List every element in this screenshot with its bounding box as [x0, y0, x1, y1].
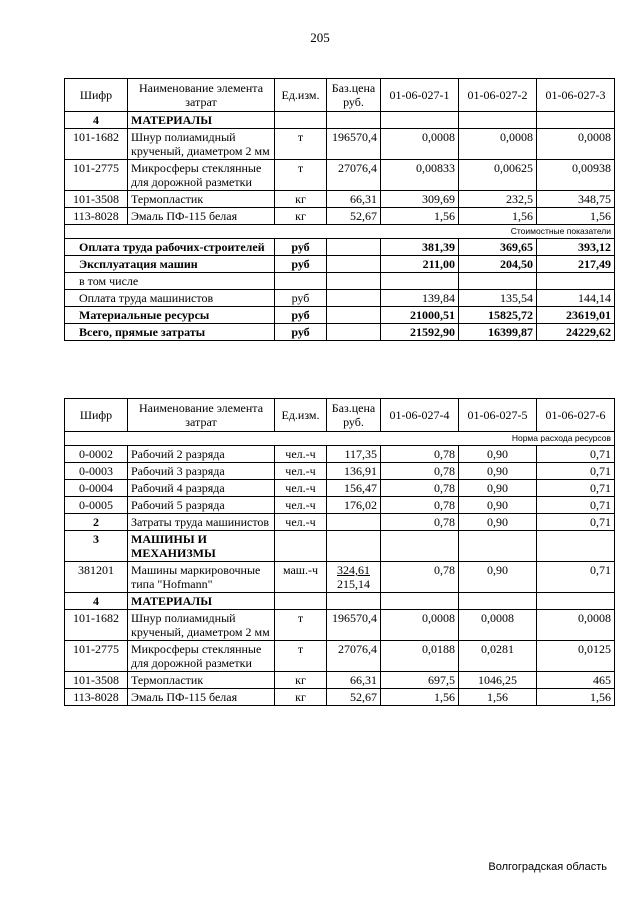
row-value-2: 1,56 [459, 689, 537, 706]
row-price: 156,47 [327, 480, 381, 497]
col-header-c1: 01-06-027-4 [381, 399, 459, 432]
table-row [65, 689, 615, 706]
summary-value-2: 135,54 [459, 290, 537, 307]
row-name: Рабочий 5 разряда [128, 497, 275, 514]
summary-value-1: 211,00 [381, 256, 459, 273]
summary-price [327, 273, 381, 290]
table1-body [65, 112, 615, 341]
row-code: 101-2775 [65, 641, 128, 672]
row-unit [275, 531, 327, 562]
summary-unit: руб [275, 256, 327, 273]
row-price: 136,91 [327, 463, 381, 480]
cost-table-2 [64, 398, 615, 706]
row-price: 196570,4 [327, 610, 381, 641]
col-header-unit: Ед.изм. [275, 79, 327, 112]
row-value-2: 0,90 [459, 480, 537, 497]
summary-value-2: 15825,72 [459, 307, 537, 324]
row-name: Термопластик [128, 191, 275, 208]
row-value-1: 0,78 [381, 514, 459, 531]
summary-value-2: 16399,87 [459, 324, 537, 341]
row-value-2: 0,90 [459, 514, 537, 531]
summary-unit: руб [275, 239, 327, 256]
row-unit [275, 593, 327, 610]
summary-unit [275, 273, 327, 290]
row-name: МАТЕРИАЛЫ [128, 112, 275, 129]
row-value-1: 0,78 [381, 446, 459, 463]
row-unit: т [275, 160, 327, 191]
table2-body [65, 432, 615, 706]
row-price [327, 593, 381, 610]
row-value-1: 1,56 [381, 689, 459, 706]
summary-unit: руб [275, 307, 327, 324]
row-unit: т [275, 610, 327, 641]
row-unit: кг [275, 672, 327, 689]
summary-value-1: 139,84 [381, 290, 459, 307]
row-price [327, 531, 381, 562]
col-header-price: Баз.цена руб. [327, 399, 381, 432]
summary-value-2: 369,65 [459, 239, 537, 256]
col-header-code: Шифр [65, 79, 128, 112]
row-unit: кг [275, 208, 327, 225]
col-header-c3: 01-06-027-6 [537, 399, 615, 432]
table-row [65, 480, 615, 497]
summary-name: Эксплуатация машин [65, 256, 275, 273]
row-unit: т [275, 129, 327, 160]
col-header-c1: 01-06-027-1 [381, 79, 459, 112]
row-value-1: 0,0008 [381, 129, 459, 160]
row-price: 66,31 [327, 672, 381, 689]
row-value-1 [381, 531, 459, 562]
summary-row [65, 290, 615, 307]
row-name: Микросферы стеклянные для дорожной разметки [128, 160, 275, 191]
summary-value-2 [459, 273, 537, 290]
table-row [65, 463, 615, 480]
row-code: 101-3508 [65, 672, 128, 689]
summary-row [65, 239, 615, 256]
summary-value-3: 393,12 [537, 239, 615, 256]
row-value-2: 0,90 [459, 562, 537, 593]
cost-indicators-band [65, 225, 615, 239]
row-value-3: 1,56 [537, 208, 615, 225]
table-row [65, 129, 615, 160]
row-price [327, 112, 381, 129]
summary-name: Оплата труда машинистов [65, 290, 275, 307]
summary-unit: руб [275, 290, 327, 307]
table-row [65, 610, 615, 641]
row-code: 2 [65, 514, 128, 531]
row-price: 66,31 [327, 191, 381, 208]
summary-name: Всего, прямые затраты [65, 324, 275, 341]
row-price: 27076,4 [327, 160, 381, 191]
row-name: Затраты труда машинистов [128, 514, 275, 531]
row-value-2 [459, 112, 537, 129]
col-header-code: Шифр [65, 399, 128, 432]
row-price [327, 562, 381, 593]
row-price: 27076,4 [327, 641, 381, 672]
row-code: 4 [65, 593, 128, 610]
row-value-2: 1,56 [459, 208, 537, 225]
col-header-unit: Ед.изм. [275, 399, 327, 432]
row-value-2: 0,0281 [459, 641, 537, 672]
row-unit: т [275, 641, 327, 672]
row-code: 3 [65, 531, 128, 562]
row-value-3: 0,00938 [537, 160, 615, 191]
resource-norm-band-label: Норма расхода ресурсов [65, 432, 615, 446]
row-value-1: 0,78 [381, 463, 459, 480]
table-row [65, 112, 615, 129]
row-code: 101-2775 [65, 160, 128, 191]
row-name: Рабочий 3 разряда [128, 463, 275, 480]
row-value-3 [537, 593, 615, 610]
summary-value-1: 21000,51 [381, 307, 459, 324]
row-value-3: 0,0008 [537, 129, 615, 160]
row-unit: чел.-ч [275, 446, 327, 463]
row-price: 117,35 [327, 446, 381, 463]
row-value-1: 0,0188 [381, 641, 459, 672]
row-value-3: 1,56 [537, 689, 615, 706]
row-value-1: 0,00833 [381, 160, 459, 191]
row-value-2: 0,0008 [459, 610, 537, 641]
summary-value-3: 217,49 [537, 256, 615, 273]
col-header-c2: 01-06-027-5 [459, 399, 537, 432]
row-name: МАТЕРИАЛЫ [128, 593, 275, 610]
row-unit: чел.-ч [275, 480, 327, 497]
row-name: Микросферы стеклянные для дорожной разметки [128, 641, 275, 672]
row-value-2: 0,0008 [459, 129, 537, 160]
col-header-name: Наименование элемента затрат [128, 399, 275, 432]
summary-value-3: 24229,62 [537, 324, 615, 341]
row-value-2: 0,90 [459, 463, 537, 480]
table-row [65, 208, 615, 225]
row-name: МАШИНЫ И МЕХАНИЗМЫ [128, 531, 275, 562]
table-row [65, 562, 615, 593]
row-unit: кг [275, 689, 327, 706]
row-price: 52,67 [327, 208, 381, 225]
row-code: 101-1682 [65, 610, 128, 641]
row-price-operator-wage: 215,14 [337, 577, 370, 591]
row-value-1: 0,78 [381, 480, 459, 497]
row-value-3: 0,71 [537, 463, 615, 480]
col-header-name: Наименование элемента затрат [128, 79, 275, 112]
row-name: Рабочий 4 разряда [128, 480, 275, 497]
row-code: 113-8028 [65, 208, 128, 225]
row-code: 101-1682 [65, 129, 128, 160]
row-value-1: 0,78 [381, 562, 459, 593]
resource-norm-band [65, 432, 615, 446]
row-price: 52,67 [327, 689, 381, 706]
row-value-3: 0,71 [537, 562, 615, 593]
row-value-1: 0,0008 [381, 610, 459, 641]
row-code: 0-0004 [65, 480, 128, 497]
row-value-3: 0,71 [537, 514, 615, 531]
row-unit: маш.-ч [275, 562, 327, 593]
table-row [65, 191, 615, 208]
row-code: 0-0002 [65, 446, 128, 463]
row-value-3: 0,0008 [537, 610, 615, 641]
row-name: Шнур полиамидный крученый, диаметром 2 мм [128, 129, 275, 160]
row-name: Машины маркировочные типа "Hofmann" [128, 562, 275, 593]
summary-value-3: 144,14 [537, 290, 615, 307]
row-value-3: 0,71 [537, 480, 615, 497]
summary-value-1: 381,39 [381, 239, 459, 256]
row-value-2: 0,90 [459, 497, 537, 514]
row-value-2: 232,5 [459, 191, 537, 208]
col-header-price: Баз.цена руб. [327, 79, 381, 112]
summary-row [65, 273, 615, 290]
summary-value-1 [381, 273, 459, 290]
summary-value-3: 23619,01 [537, 307, 615, 324]
row-name: Эмаль ПФ-115 белая [128, 208, 275, 225]
row-code: 101-3508 [65, 191, 128, 208]
row-value-2: 1046,25 [459, 672, 537, 689]
table-row [65, 497, 615, 514]
row-name: Рабочий 2 разряда [128, 446, 275, 463]
summary-row [65, 324, 615, 341]
cost-indicators-band-label: Стоимостные показатели [65, 225, 615, 239]
summary-price [327, 256, 381, 273]
region-footer: Волгоградская область [488, 861, 607, 873]
row-code: 0-0003 [65, 463, 128, 480]
row-name: Термопластик [128, 672, 275, 689]
summary-row [65, 256, 615, 273]
row-name: Эмаль ПФ-115 белая [128, 689, 275, 706]
header-row [65, 79, 615, 112]
row-code: 0-0005 [65, 497, 128, 514]
row-unit: чел.-ч [275, 463, 327, 480]
row-value-3: 0,71 [537, 497, 615, 514]
cost-table-1 [64, 78, 615, 341]
row-value-3: 0,0125 [537, 641, 615, 672]
table-row [65, 514, 615, 531]
row-price-base: 324,61 [337, 563, 370, 577]
row-value-3 [537, 112, 615, 129]
row-unit: кг [275, 191, 327, 208]
row-value-3 [537, 531, 615, 562]
row-value-1: 309,69 [381, 191, 459, 208]
table-row [65, 672, 615, 689]
row-value-1 [381, 593, 459, 610]
row-unit [275, 112, 327, 129]
table-row [65, 160, 615, 191]
header-row [65, 399, 615, 432]
col-header-c3: 01-06-027-3 [537, 79, 615, 112]
summary-unit: руб [275, 324, 327, 341]
row-value-1 [381, 112, 459, 129]
row-price: 196570,4 [327, 129, 381, 160]
row-price: 176,02 [327, 497, 381, 514]
summary-row [65, 307, 615, 324]
table-row [65, 593, 615, 610]
summary-price [327, 324, 381, 341]
table-row [65, 446, 615, 463]
row-unit: чел.-ч [275, 497, 327, 514]
row-value-2 [459, 593, 537, 610]
col-header-c2: 01-06-027-2 [459, 79, 537, 112]
summary-value-1: 21592,90 [381, 324, 459, 341]
summary-name: в том числе [65, 273, 275, 290]
summary-value-2: 204,50 [459, 256, 537, 273]
table-row [65, 641, 615, 672]
summary-price [327, 239, 381, 256]
row-value-1: 697,5 [381, 672, 459, 689]
row-value-1: 1,56 [381, 208, 459, 225]
row-code: 113-8028 [65, 689, 128, 706]
row-name: Шнур полиамидный крученый, диаметром 2 мм [128, 610, 275, 641]
row-code: 381201 [65, 562, 128, 593]
row-unit: чел.-ч [275, 514, 327, 531]
page-number: 205 [310, 30, 330, 45]
summary-price [327, 307, 381, 324]
row-value-3: 348,75 [537, 191, 615, 208]
row-price [327, 514, 381, 531]
row-code: 4 [65, 112, 128, 129]
row-value-3: 0,71 [537, 446, 615, 463]
row-value-1: 0,78 [381, 497, 459, 514]
summary-value-3 [537, 273, 615, 290]
table-row [65, 531, 615, 562]
summary-price [327, 290, 381, 307]
summary-name: Оплата труда рабочих-строителей [65, 239, 275, 256]
row-value-2: 0,00625 [459, 160, 537, 191]
row-value-2: 0,90 [459, 446, 537, 463]
summary-name: Материальные ресурсы [65, 307, 275, 324]
row-value-3: 465 [537, 672, 615, 689]
row-value-2 [459, 531, 537, 562]
